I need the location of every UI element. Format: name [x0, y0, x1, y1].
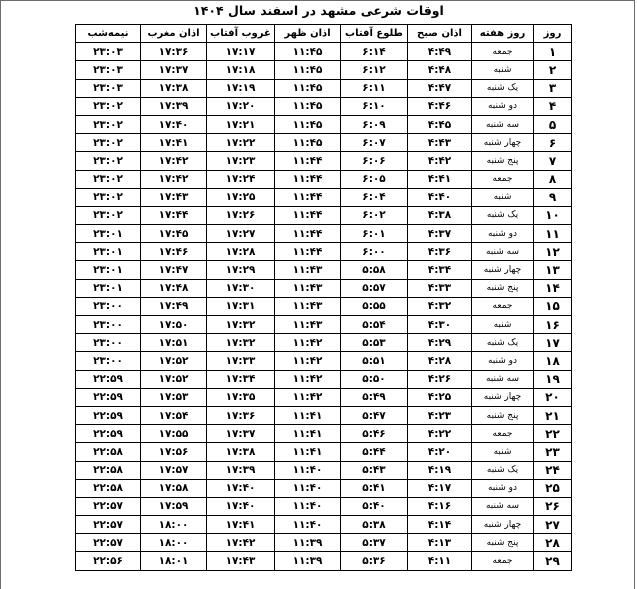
header-weekday: روز هفته [472, 25, 534, 43]
day-number: ۲۶ [534, 497, 572, 515]
fajr-time: ۴:۱۱ [408, 552, 472, 570]
weekday: جمعه [472, 297, 534, 315]
maghrib-time: ۱۷:۵۲ [141, 370, 207, 388]
weekday: چهار شنبه [472, 261, 534, 279]
midnight-time: ۲۳:۰۱ [76, 225, 141, 243]
day-number: ۲ [534, 61, 572, 79]
day-number: ۲۵ [534, 479, 572, 497]
fajr-time: ۴:۲۲ [408, 425, 472, 443]
midnight-time: ۲۳:۰۰ [76, 352, 141, 370]
fajr-time: ۴:۴۱ [408, 170, 472, 188]
dhuhr-time: ۱۱:۴۴ [275, 243, 341, 261]
dhuhr-time: ۱۱:۴۱ [275, 406, 341, 424]
maghrib-time: ۱۷:۵۹ [141, 497, 207, 515]
fajr-time: ۴:۴۰ [408, 188, 472, 206]
table-row [76, 552, 572, 570]
table-row [76, 170, 572, 188]
sunrise-time: ۵:۴۱ [341, 479, 408, 497]
day-number: ۱۵ [534, 297, 572, 315]
day-number: ۳ [534, 79, 572, 97]
day-number: ۱۱ [534, 225, 572, 243]
header-dhuhr: اذان ظهر [275, 25, 341, 43]
dhuhr-time: ۱۱:۴۵ [275, 97, 341, 115]
fajr-time: ۴:۴۹ [408, 43, 472, 61]
sunrise-time: ۶:۰۴ [341, 188, 408, 206]
dhuhr-time: ۱۱:۴۴ [275, 188, 341, 206]
weekday: یک شنبه [472, 79, 534, 97]
midnight-time: ۲۳:۰۱ [76, 279, 141, 297]
dhuhr-time: ۱۱:۴۴ [275, 225, 341, 243]
header-maghrib: اذان مغرب [141, 25, 207, 43]
sunset-time: ۱۷:۳۴ [207, 370, 275, 388]
maghrib-time: ۱۷:۳۸ [141, 79, 207, 97]
sunrise-time: ۵:۴۶ [341, 425, 408, 443]
dhuhr-time: ۱۱:۴۰ [275, 461, 341, 479]
fajr-time: ۴:۱۴ [408, 516, 472, 534]
prayer-times-table [75, 24, 572, 571]
weekday: سه شنبه [472, 370, 534, 388]
midnight-time: ۲۳:۰۳ [76, 61, 141, 79]
day-number: ۴ [534, 97, 572, 115]
dhuhr-time: ۱۱:۳۹ [275, 534, 341, 552]
weekday: دو شنبه [472, 225, 534, 243]
day-number: ۶ [534, 134, 572, 152]
weekday: یک شنبه [472, 334, 534, 352]
table-body [76, 43, 572, 570]
fajr-time: ۴:۱۷ [408, 479, 472, 497]
fajr-time: ۴:۳۴ [408, 261, 472, 279]
sunrise-time: ۶:۰۰ [341, 243, 408, 261]
day-number: ۲۹ [534, 552, 572, 570]
table-row [76, 425, 572, 443]
day-number: ۱ [534, 43, 572, 61]
table-row [76, 115, 572, 133]
dhuhr-time: ۱۱:۴۱ [275, 443, 341, 461]
fajr-time: ۴:۲۵ [408, 388, 472, 406]
fajr-time: ۴:۳۷ [408, 225, 472, 243]
sunset-time: ۱۷:۳۲ [207, 316, 275, 334]
fajr-time: ۴:۲۹ [408, 334, 472, 352]
weekday: چهار شنبه [472, 134, 534, 152]
table-row [76, 443, 572, 461]
table-row [76, 406, 572, 424]
maghrib-time: ۱۷:۵۰ [141, 316, 207, 334]
weekday: جمعه [472, 552, 534, 570]
table-row [76, 243, 572, 261]
table-row [76, 534, 572, 552]
day-number: ۷ [534, 152, 572, 170]
sunset-time: ۱۷:۳۲ [207, 334, 275, 352]
dhuhr-time: ۱۱:۴۰ [275, 497, 341, 515]
sunrise-time: ۶:۰۱ [341, 225, 408, 243]
weekday: چهار شنبه [472, 516, 534, 534]
fajr-time: ۴:۳۸ [408, 206, 472, 224]
fajr-time: ۴:۴۷ [408, 79, 472, 97]
sunset-time: ۱۷:۳۳ [207, 352, 275, 370]
sunrise-time: ۶:۰۷ [341, 134, 408, 152]
weekday: سه شنبه [472, 243, 534, 261]
dhuhr-time: ۱۱:۴۳ [275, 261, 341, 279]
fajr-time: ۴:۴۸ [408, 61, 472, 79]
table-row [76, 497, 572, 515]
dhuhr-time: ۱۱:۴۳ [275, 279, 341, 297]
fajr-time: ۴:۳۳ [408, 279, 472, 297]
weekday: دو شنبه [472, 479, 534, 497]
dhuhr-time: ۱۱:۴۲ [275, 334, 341, 352]
weekday: پنج شنبه [472, 406, 534, 424]
midnight-time: ۲۳:۰۲ [76, 170, 141, 188]
day-number: ۹ [534, 188, 572, 206]
maghrib-time: ۱۷:۳۹ [141, 97, 207, 115]
day-number: ۲۲ [534, 425, 572, 443]
fajr-time: ۴:۲۸ [408, 352, 472, 370]
sunset-time: ۱۷:۲۳ [207, 152, 275, 170]
midnight-time: ۲۳:۰۰ [76, 316, 141, 334]
sunset-time: ۱۷:۱۷ [207, 43, 275, 61]
weekday: یک شنبه [472, 206, 534, 224]
table-row [76, 461, 572, 479]
page-title: اوقات شرعی مشهد در اسفند سال ۱۴۰۴ [193, 3, 444, 18]
sunset-time: ۱۷:۲۷ [207, 225, 275, 243]
sunset-time: ۱۷:۲۵ [207, 188, 275, 206]
maghrib-time: ۱۷:۵۸ [141, 479, 207, 497]
sunrise-time: ۶:۱۴ [341, 43, 408, 61]
table-row [76, 261, 572, 279]
weekday: شنبه [472, 188, 534, 206]
table-row [76, 352, 572, 370]
table-row [76, 297, 572, 315]
dhuhr-time: ۱۱:۴۳ [275, 297, 341, 315]
midnight-time: ۲۳:۰۰ [76, 334, 141, 352]
dhuhr-time: ۱۱:۴۵ [275, 79, 341, 97]
sunrise-time: ۶:۰۵ [341, 170, 408, 188]
maghrib-time: ۱۷:۴۲ [141, 152, 207, 170]
day-number: ۱۹ [534, 370, 572, 388]
day-number: ۱۴ [534, 279, 572, 297]
table-row [76, 388, 572, 406]
dhuhr-time: ۱۱:۴۰ [275, 479, 341, 497]
dhuhr-time: ۱۱:۴۵ [275, 134, 341, 152]
weekday: شنبه [472, 443, 534, 461]
sunset-time: ۱۷:۲۴ [207, 170, 275, 188]
maghrib-time: ۱۸:۰۰ [141, 516, 207, 534]
sunrise-time: ۵:۴۰ [341, 497, 408, 515]
weekday: شنبه [472, 61, 534, 79]
fajr-time: ۴:۳۰ [408, 316, 472, 334]
midnight-time: ۲۲:۵۷ [76, 516, 141, 534]
dhuhr-time: ۱۱:۴۴ [275, 170, 341, 188]
dhuhr-time: ۱۱:۴۵ [275, 43, 341, 61]
sunrise-time: ۵:۵۴ [341, 316, 408, 334]
sunset-time: ۱۷:۴۰ [207, 479, 275, 497]
fajr-time: ۴:۴۲ [408, 152, 472, 170]
dhuhr-time: ۱۱:۴۲ [275, 352, 341, 370]
maghrib-time: ۱۷:۵۶ [141, 443, 207, 461]
maghrib-time: ۱۷:۵۲ [141, 352, 207, 370]
sunrise-time: ۶:۰۹ [341, 115, 408, 133]
day-number: ۱۲ [534, 243, 572, 261]
maghrib-time: ۱۷:۴۹ [141, 297, 207, 315]
sunrise-time: ۵:۳۸ [341, 516, 408, 534]
day-number: ۱۰ [534, 206, 572, 224]
sunrise-time: ۶:۱۰ [341, 97, 408, 115]
midnight-time: ۲۳:۰۲ [76, 134, 141, 152]
dhuhr-time: ۱۱:۴۵ [275, 61, 341, 79]
sunrise-time: ۵:۴۳ [341, 461, 408, 479]
weekday: شنبه [472, 316, 534, 334]
table-row [76, 97, 572, 115]
maghrib-time: ۱۷:۵۴ [141, 406, 207, 424]
weekday: پنج شنبه [472, 152, 534, 170]
midnight-time: ۲۳:۰۳ [76, 79, 141, 97]
sunrise-time: ۵:۴۹ [341, 388, 408, 406]
midnight-time: ۲۳:۰۱ [76, 261, 141, 279]
maghrib-time: ۱۷:۴۶ [141, 243, 207, 261]
midnight-time: ۲۲:۵۹ [76, 370, 141, 388]
sunrise-time: ۶:۰۶ [341, 152, 408, 170]
maghrib-time: ۱۷:۴۱ [141, 134, 207, 152]
sunrise-time: ۵:۳۷ [341, 534, 408, 552]
dhuhr-time: ۱۱:۴۱ [275, 425, 341, 443]
sunset-time: ۱۷:۳۸ [207, 443, 275, 461]
fajr-time: ۴:۲۳ [408, 406, 472, 424]
maghrib-time: ۱۷:۴۰ [141, 115, 207, 133]
maghrib-time: ۱۷:۵۱ [141, 334, 207, 352]
midnight-time: ۲۳:۰۲ [76, 188, 141, 206]
sunset-time: ۱۷:۳۹ [207, 461, 275, 479]
midnight-time: ۲۲:۵۷ [76, 497, 141, 515]
sunset-time: ۱۷:۴۱ [207, 516, 275, 534]
sunrise-time: ۵:۵۰ [341, 370, 408, 388]
weekday: سه شنبه [472, 497, 534, 515]
weekday: یک شنبه [472, 461, 534, 479]
sunset-time: ۱۷:۳۰ [207, 279, 275, 297]
midnight-time: ۲۳:۰۲ [76, 152, 141, 170]
weekday: سه شنبه [472, 115, 534, 133]
weekday: دو شنبه [472, 352, 534, 370]
header-fajr: اذان صبح [408, 25, 472, 43]
weekday: پنج شنبه [472, 534, 534, 552]
midnight-time: ۲۳:۰۲ [76, 97, 141, 115]
midnight-time: ۲۳:۰۳ [76, 43, 141, 61]
sunset-time: ۱۷:۲۹ [207, 261, 275, 279]
header-day: روز [534, 25, 572, 43]
midnight-time: ۲۲:۵۸ [76, 479, 141, 497]
dhuhr-time: ۱۱:۴۲ [275, 388, 341, 406]
header-sunset: غروب آفتاب [207, 25, 275, 43]
maghrib-time: ۱۷:۴۸ [141, 279, 207, 297]
sunrise-time: ۵:۴۷ [341, 406, 408, 424]
day-number: ۸ [534, 170, 572, 188]
maghrib-time: ۱۸:۰۱ [141, 552, 207, 570]
sunrise-time: ۶:۰۲ [341, 206, 408, 224]
midnight-time: ۲۲:۵۹ [76, 388, 141, 406]
sunrise-time: ۶:۱۲ [341, 61, 408, 79]
sunset-time: ۱۷:۳۷ [207, 425, 275, 443]
midnight-time: ۲۲:۵۶ [76, 552, 141, 570]
maghrib-time: ۱۷:۴۳ [141, 188, 207, 206]
day-number: ۲۳ [534, 443, 572, 461]
fajr-time: ۴:۱۶ [408, 497, 472, 515]
sunset-time: ۱۷:۴۰ [207, 497, 275, 515]
header-sunrise: طلوع آفتاب [341, 25, 408, 43]
weekday: چهار شنبه [472, 388, 534, 406]
sunrise-time: ۵:۳۶ [341, 552, 408, 570]
sunset-time: ۱۷:۲۸ [207, 243, 275, 261]
header-midnight: نیمه‌شب [76, 25, 141, 43]
day-number: ۲۴ [534, 461, 572, 479]
day-number: ۲۷ [534, 516, 572, 534]
maghrib-time: ۱۸:۰۰ [141, 534, 207, 552]
sunrise-time: ۵:۴۴ [341, 443, 408, 461]
day-number: ۱۸ [534, 352, 572, 370]
maghrib-time: ۱۷:۵۷ [141, 461, 207, 479]
day-number: ۱۶ [534, 316, 572, 334]
maghrib-time: ۱۷:۵۳ [141, 388, 207, 406]
day-number: ۵ [534, 115, 572, 133]
maghrib-time: ۱۷:۴۲ [141, 170, 207, 188]
midnight-time: ۲۲:۵۷ [76, 534, 141, 552]
day-number: ۲۰ [534, 388, 572, 406]
sunset-time: ۱۷:۴۲ [207, 534, 275, 552]
maghrib-time: ۱۷:۳۶ [141, 43, 207, 61]
table-header-row [76, 25, 572, 43]
sunrise-time: ۵:۵۱ [341, 352, 408, 370]
maghrib-time: ۱۷:۵۵ [141, 425, 207, 443]
weekday: پنج شنبه [472, 279, 534, 297]
table-row [76, 152, 572, 170]
dhuhr-time: ۱۱:۴۳ [275, 316, 341, 334]
sunrise-time: ۵:۵۳ [341, 334, 408, 352]
sunset-time: ۱۷:۲۰ [207, 97, 275, 115]
sunrise-time: ۵:۵۸ [341, 261, 408, 279]
midnight-time: ۲۳:۰۰ [76, 297, 141, 315]
dhuhr-time: ۱۱:۴۴ [275, 206, 341, 224]
table-row [76, 188, 572, 206]
weekday: جمعه [472, 425, 534, 443]
table-row [76, 79, 572, 97]
sunrise-time: ۵:۵۷ [341, 279, 408, 297]
table-row [76, 43, 572, 61]
midnight-time: ۲۳:۰۲ [76, 115, 141, 133]
sunrise-time: ۶:۱۱ [341, 79, 408, 97]
table-row [76, 334, 572, 352]
table-row [76, 225, 572, 243]
dhuhr-time: ۱۱:۴۲ [275, 370, 341, 388]
midnight-time: ۲۲:۵۸ [76, 461, 141, 479]
fajr-time: ۴:۲۶ [408, 370, 472, 388]
fajr-time: ۴:۱۹ [408, 461, 472, 479]
day-number: ۲۱ [534, 406, 572, 424]
fajr-time: ۴:۴۶ [408, 97, 472, 115]
dhuhr-time: ۱۱:۳۹ [275, 552, 341, 570]
dhuhr-time: ۱۱:۴۴ [275, 152, 341, 170]
table-row [76, 316, 572, 334]
sunset-time: ۱۷:۱۸ [207, 61, 275, 79]
midnight-time: ۲۳:۰۱ [76, 243, 141, 261]
sunset-time: ۱۷:۲۱ [207, 115, 275, 133]
maghrib-time: ۱۷:۴۷ [141, 261, 207, 279]
midnight-time: ۲۲:۵۸ [76, 443, 141, 461]
dhuhr-time: ۱۱:۴۰ [275, 516, 341, 534]
sunset-time: ۱۷:۲۲ [207, 134, 275, 152]
midnight-time: ۲۲:۵۹ [76, 425, 141, 443]
weekday: دو شنبه [472, 97, 534, 115]
table-row [76, 516, 572, 534]
table-row [76, 479, 572, 497]
maghrib-time: ۱۷:۳۷ [141, 61, 207, 79]
fajr-time: ۴:۱۳ [408, 534, 472, 552]
sunset-time: ۱۷:۳۵ [207, 388, 275, 406]
day-number: ۲۸ [534, 534, 572, 552]
sunrise-time: ۵:۵۵ [341, 297, 408, 315]
maghrib-time: ۱۷:۴۴ [141, 206, 207, 224]
day-number: ۱۷ [534, 334, 572, 352]
table-row [76, 61, 572, 79]
weekday: جمعه [472, 43, 534, 61]
dhuhr-time: ۱۱:۴۵ [275, 115, 341, 133]
table-row [76, 279, 572, 297]
fajr-time: ۴:۴۵ [408, 115, 472, 133]
fajr-time: ۴:۴۳ [408, 134, 472, 152]
maghrib-time: ۱۷:۴۵ [141, 225, 207, 243]
sunset-time: ۱۷:۲۶ [207, 206, 275, 224]
fajr-time: ۴:۲۰ [408, 443, 472, 461]
weekday: جمعه [472, 170, 534, 188]
midnight-time: ۲۳:۰۲ [76, 206, 141, 224]
sunset-time: ۱۷:۳۶ [207, 406, 275, 424]
table-row [76, 370, 572, 388]
fajr-time: ۴:۳۶ [408, 243, 472, 261]
sunset-time: ۱۷:۱۹ [207, 79, 275, 97]
table-row [76, 206, 572, 224]
day-number: ۱۳ [534, 261, 572, 279]
sunset-time: ۱۷:۴۳ [207, 552, 275, 570]
sunset-time: ۱۷:۳۱ [207, 297, 275, 315]
fajr-time: ۴:۳۲ [408, 297, 472, 315]
table-row [76, 134, 572, 152]
midnight-time: ۲۲:۵۹ [76, 406, 141, 424]
